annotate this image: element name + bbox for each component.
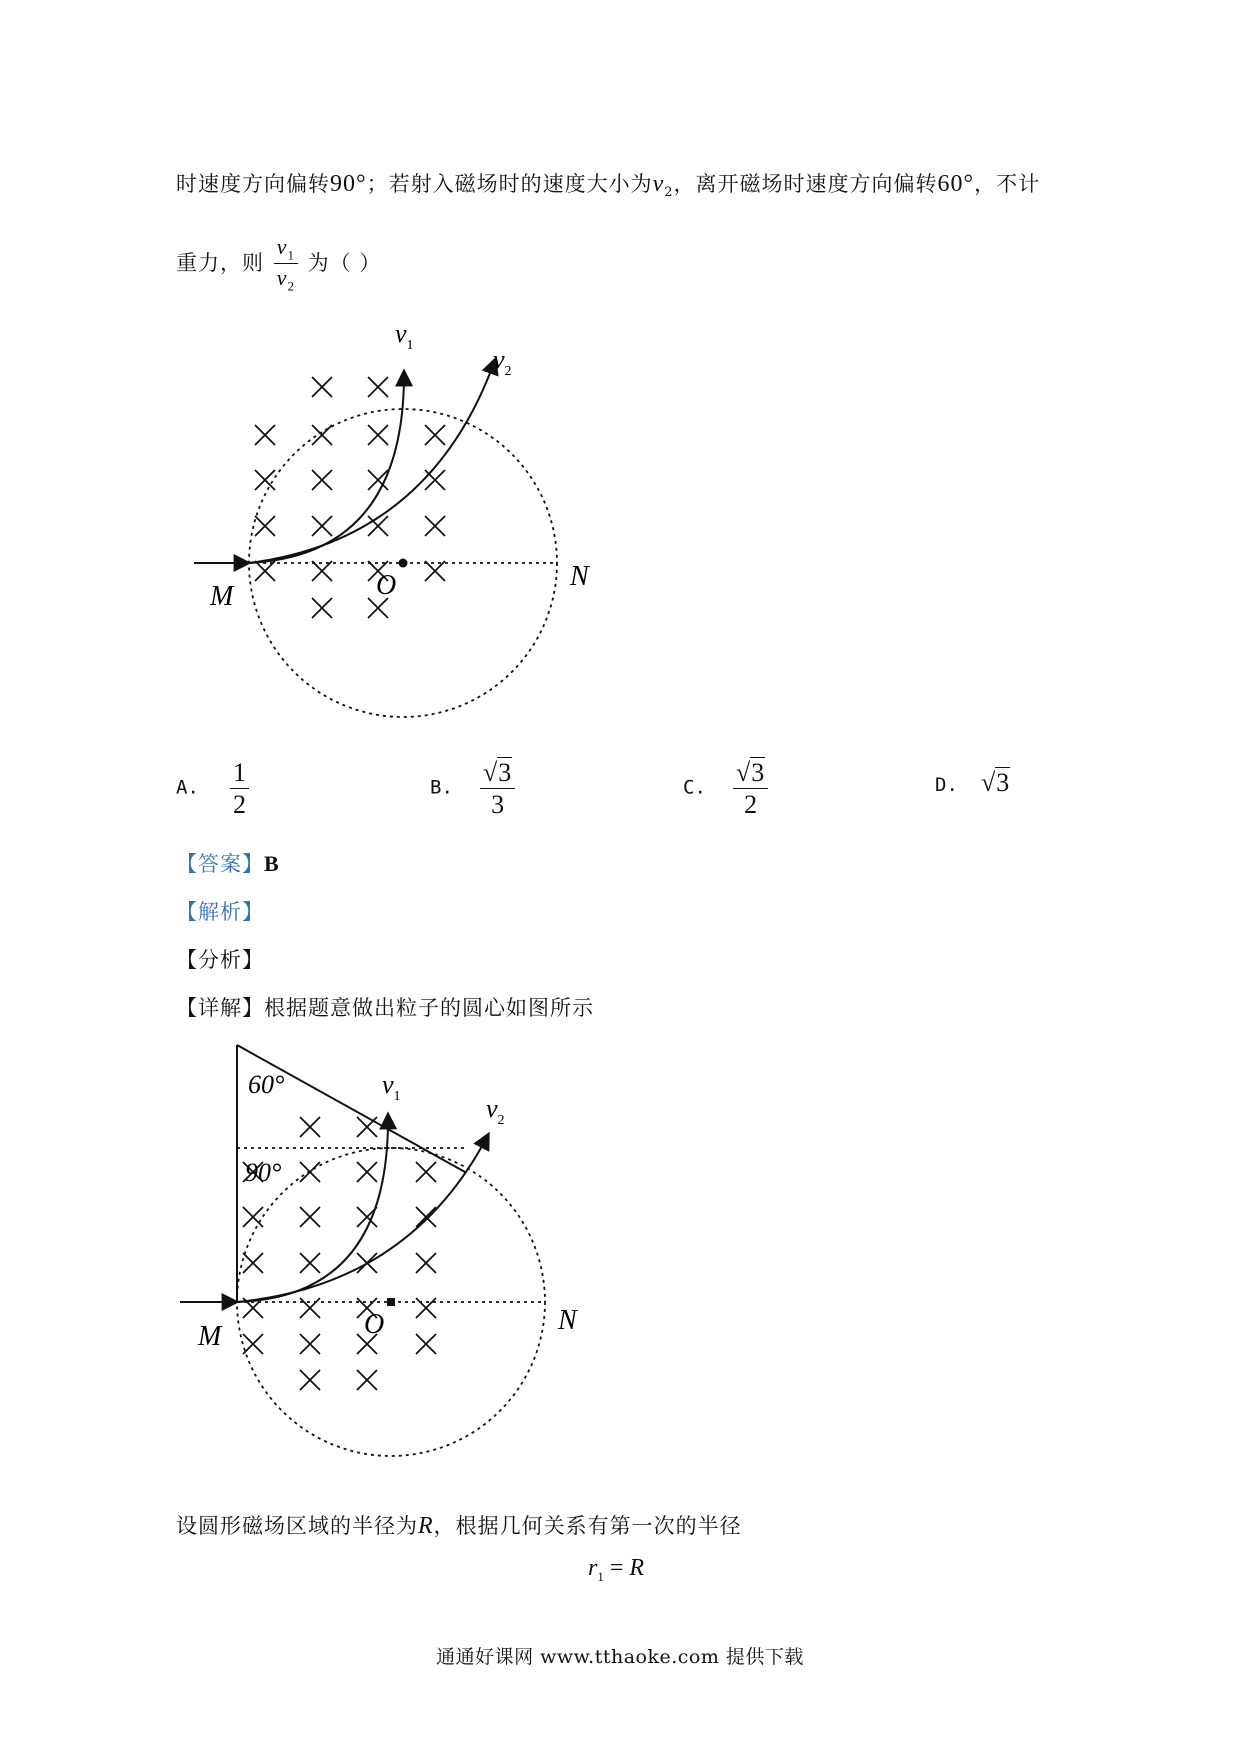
option-label: C. — [683, 776, 706, 799]
equation-r1 — [588, 1555, 644, 1585]
label-v1: $v_1$ — [395, 320, 414, 353]
label-90-deg: 90° — [245, 1158, 282, 1187]
frac-numerator: 1 — [230, 760, 249, 789]
label-M: M — [210, 581, 234, 612]
question-text: 重力，则 — [176, 250, 264, 275]
frac-denominator: 2 — [232, 790, 246, 819]
label-O: O — [376, 570, 397, 601]
var-v2: v — [652, 171, 665, 197]
sqrt-sign: √3 — [735, 758, 765, 787]
frac-denominator: 3 — [491, 790, 505, 819]
answer-tag: 【答案】 — [176, 852, 264, 876]
conclusion-line — [176, 1510, 742, 1540]
var-R: R — [418, 1513, 434, 1539]
field-into-page-markers — [255, 377, 445, 618]
option-label: A. — [176, 776, 199, 799]
label-v1: $v_1$ — [382, 1070, 401, 1104]
equals-sign: = — [603, 1555, 630, 1581]
label-O: O — [364, 1309, 385, 1340]
radicand: 3 — [751, 758, 765, 787]
fenxi-tag: 【分析】 — [176, 948, 264, 972]
label-N: N — [570, 561, 589, 592]
option-label: D. — [935, 774, 958, 796]
question-line-1 — [176, 168, 1040, 200]
var-R: R — [629, 1555, 645, 1581]
option-a[interactable] — [176, 760, 251, 818]
var-subscript: 1 — [287, 247, 295, 263]
conclusion-text: 设圆形磁场区域的半径为 — [176, 1514, 418, 1538]
label-60-deg: 60° — [248, 1070, 285, 1099]
var-subscript: 2 — [664, 185, 674, 201]
label-N: N — [558, 1305, 577, 1336]
option-b[interactable] — [430, 760, 517, 818]
question-text: ，不计 — [974, 172, 1041, 196]
detail-tag: 【详解】 — [176, 996, 264, 1020]
radicand: 3 — [996, 768, 1010, 797]
frac-denominator: 2 — [744, 790, 758, 819]
figure-2-diagram — [170, 1035, 630, 1480]
figure-1-diagram — [180, 320, 630, 740]
label-v2: $v_2$ — [486, 1094, 505, 1128]
var-subscript: 2 — [287, 278, 295, 294]
ratio-fraction — [274, 236, 298, 293]
analysis-line — [176, 896, 264, 926]
label-v2: $v_2$ — [493, 345, 512, 379]
option-c[interactable] — [683, 760, 770, 818]
footer-text: 通通好课网 www.tthaoke.com 提供下载 — [436, 1646, 804, 1668]
option-label: B. — [430, 776, 453, 799]
question-text: 时速度方向偏转 — [176, 172, 330, 196]
label-M: M — [198, 1321, 222, 1352]
question-line-2 — [176, 236, 381, 293]
var-r: r — [588, 1555, 598, 1581]
answer-value: B — [264, 851, 280, 876]
frac-denominator: v — [276, 265, 288, 291]
question-text: ，离开磁场时速度方向偏转 — [673, 172, 938, 196]
answer-line — [176, 848, 280, 878]
option-b-fraction — [480, 760, 515, 818]
conclusion-text: ，根据几何关系有第一次的半径 — [433, 1514, 742, 1538]
var-subscript: 1 — [597, 1568, 604, 1584]
center-point — [387, 1298, 395, 1306]
option-a-fraction — [230, 760, 249, 818]
detail-line — [176, 992, 594, 1022]
center-point — [399, 559, 408, 568]
sqrt-sign: √3 — [980, 768, 1010, 797]
detail-text: 根据题意做出粒子的圆心如图所示 — [264, 996, 594, 1020]
sqrt-sign: √3 — [482, 758, 512, 787]
footer-watermark — [0, 1642, 1240, 1669]
angle-90: 90° — [330, 171, 367, 197]
trajectory-v1 — [237, 1115, 388, 1302]
question-text: 为（ ） — [307, 250, 382, 275]
option-c-fraction — [733, 760, 768, 818]
fenxi-line — [176, 944, 264, 974]
question-text: ；若射入磁场时的速度大小为 — [366, 172, 653, 196]
option-d[interactable] — [935, 768, 1010, 798]
radicand: 3 — [498, 758, 512, 787]
angle-60: 60° — [937, 171, 975, 197]
frac-numerator: v — [276, 234, 288, 259]
analysis-tag: 【解析】 — [176, 900, 264, 924]
